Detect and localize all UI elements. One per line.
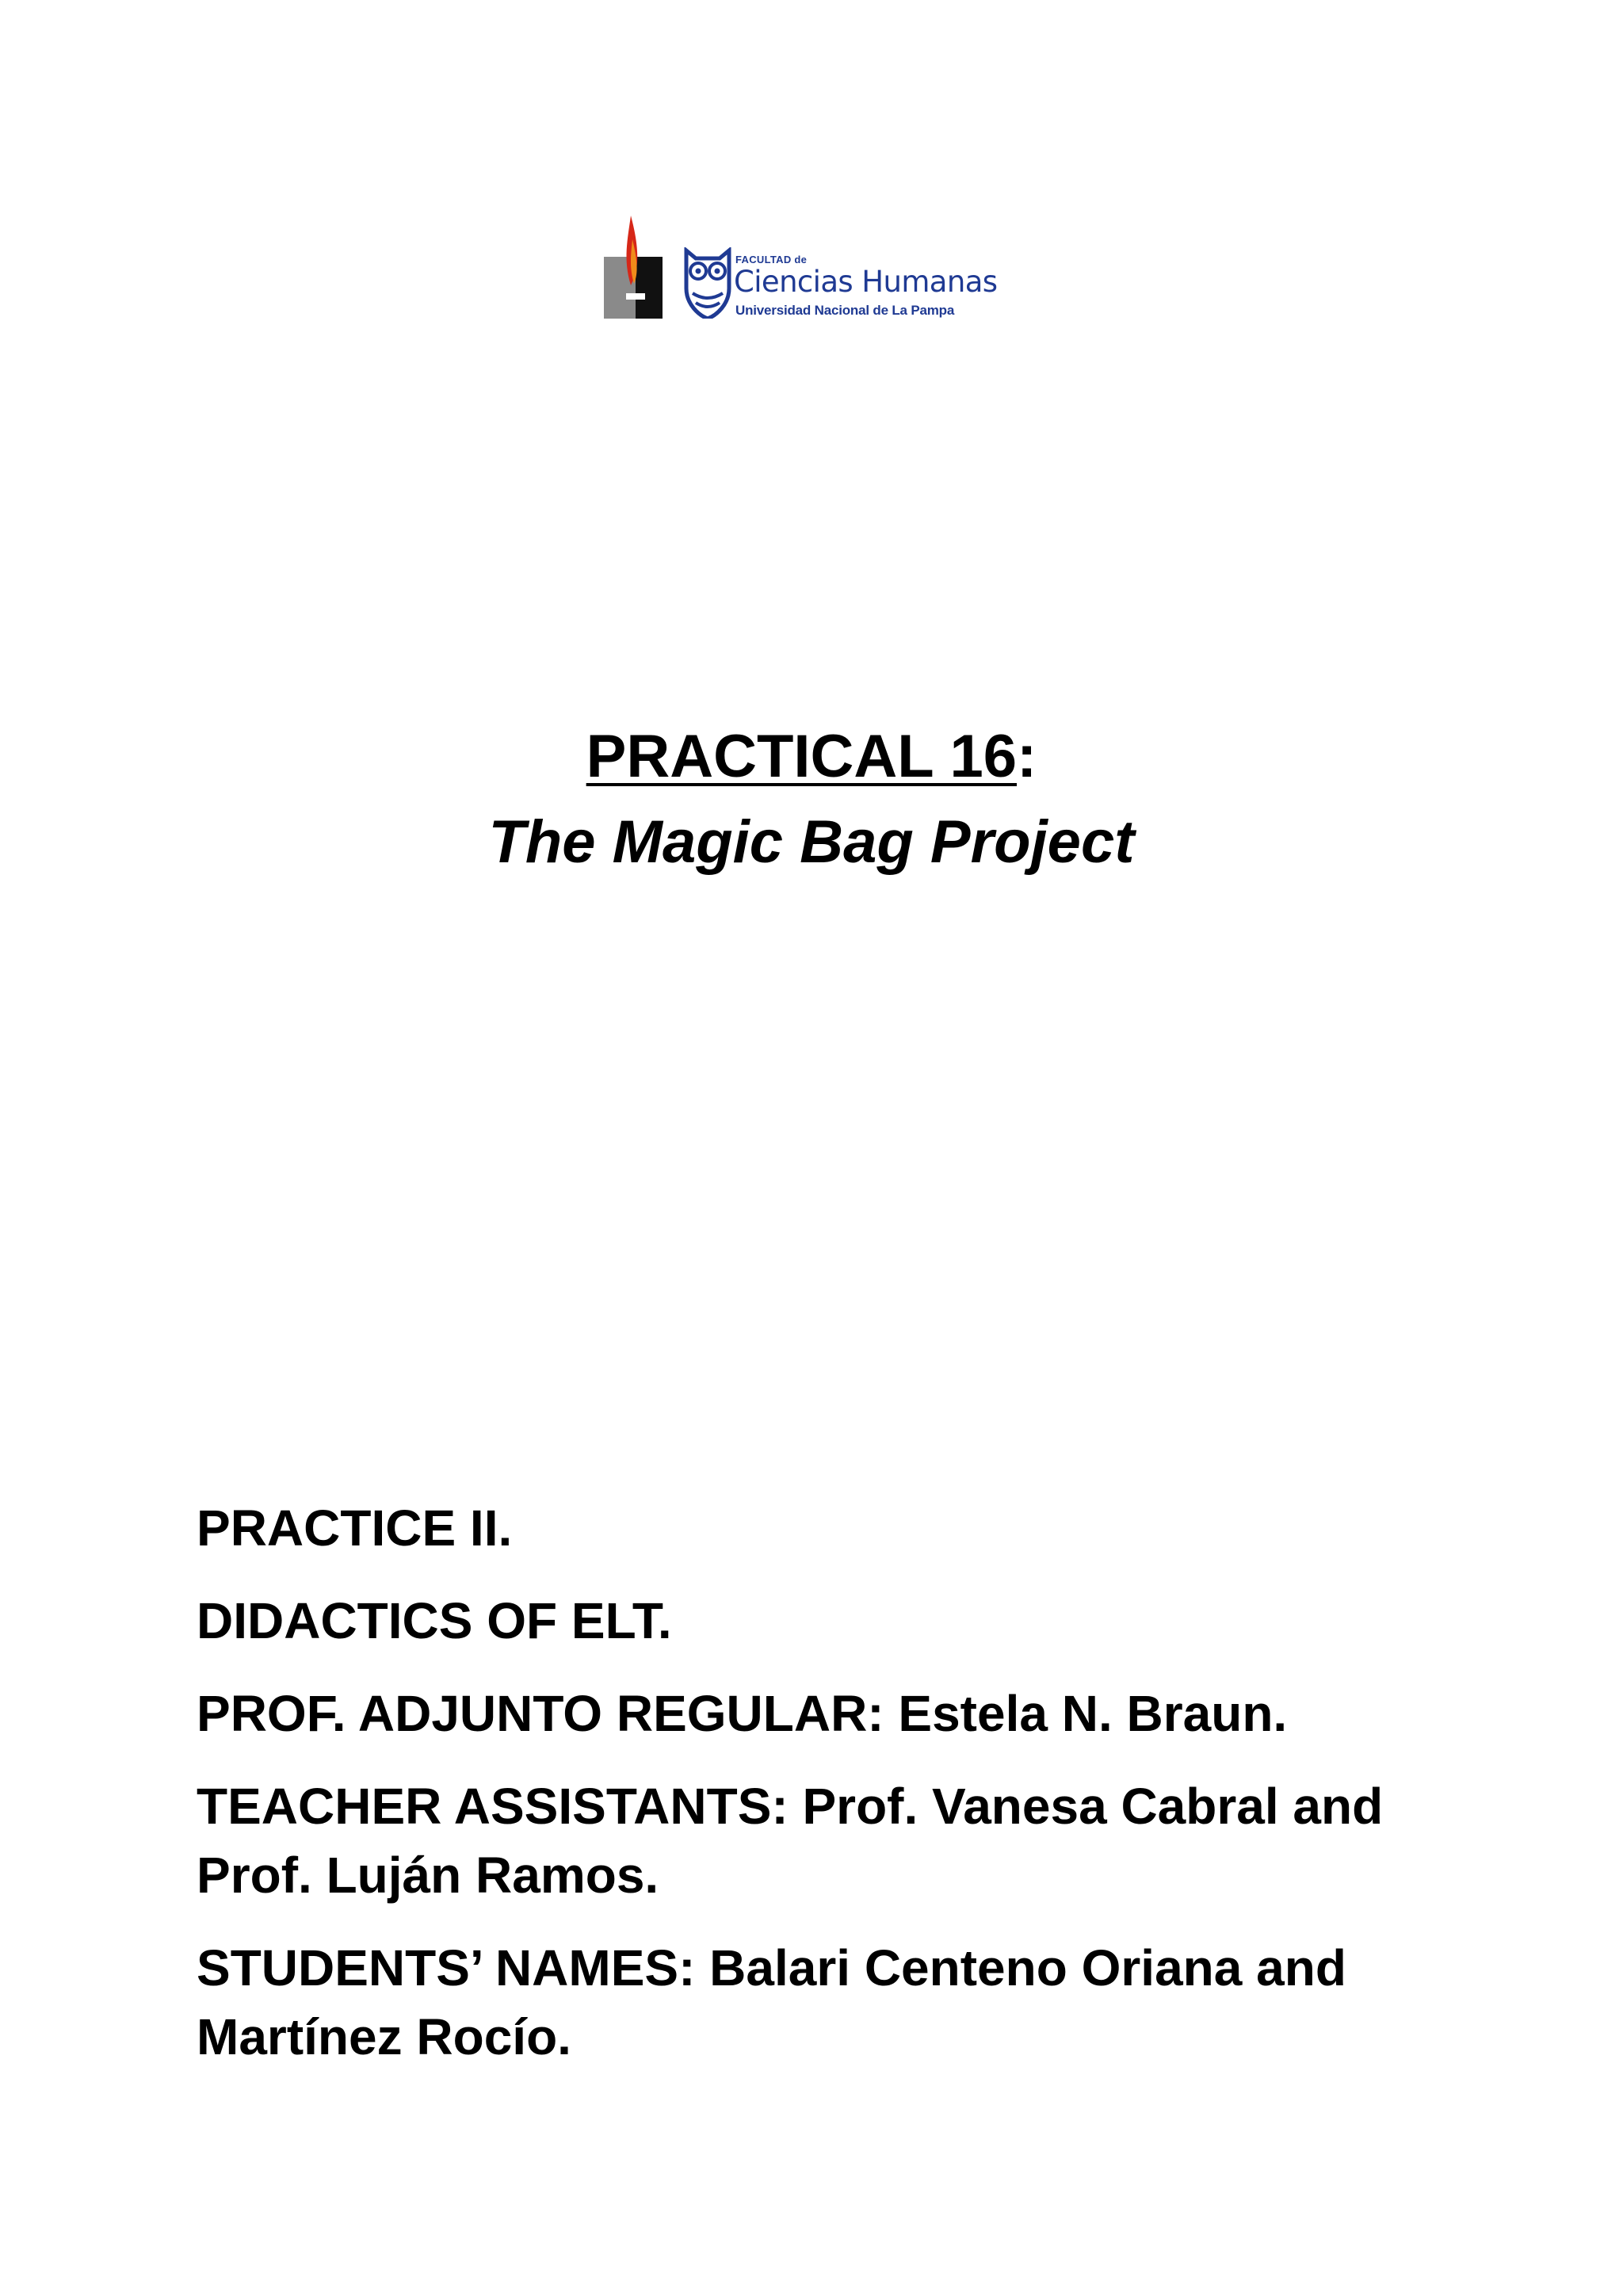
logo-wordmark <box>731 254 1016 327</box>
professor-line: PROF. ADJUNTO REGULAR: Estela N. Braun. <box>197 1685 1288 1742</box>
faculty-logo <box>604 216 1016 327</box>
title-block <box>0 717 1623 882</box>
logo-facultad-label: FACULTAD de <box>735 254 808 266</box>
owl-icon <box>682 247 734 319</box>
teacher-assistants-line: TEACHER ASSISTANTS: Prof. Vanesa Cabral and Prof. Luján Ramos. <box>197 1778 1384 1904</box>
logo-faculty-name: Ciencias Humanas <box>734 265 998 299</box>
project-name: The Magic Bag Project <box>488 808 1135 876</box>
page-title <box>0 717 1623 797</box>
practical-label: PRACTICAL 16 <box>586 723 1018 790</box>
course-info <box>197 1494 1465 2095</box>
students-names-line: STUDENTS’ NAMES: Balari Centeno Oriana and Martínez Rocío. <box>197 1939 1346 2065</box>
subject-line: PRACTICE II. <box>197 1499 513 1557</box>
university-emblem-icon <box>604 216 666 319</box>
logo-university-name: Universidad Nacional de La Pampa <box>735 303 955 318</box>
course-line: DIDACTICS OF ELT. <box>197 1592 672 1649</box>
title-colon: : <box>1017 723 1037 790</box>
